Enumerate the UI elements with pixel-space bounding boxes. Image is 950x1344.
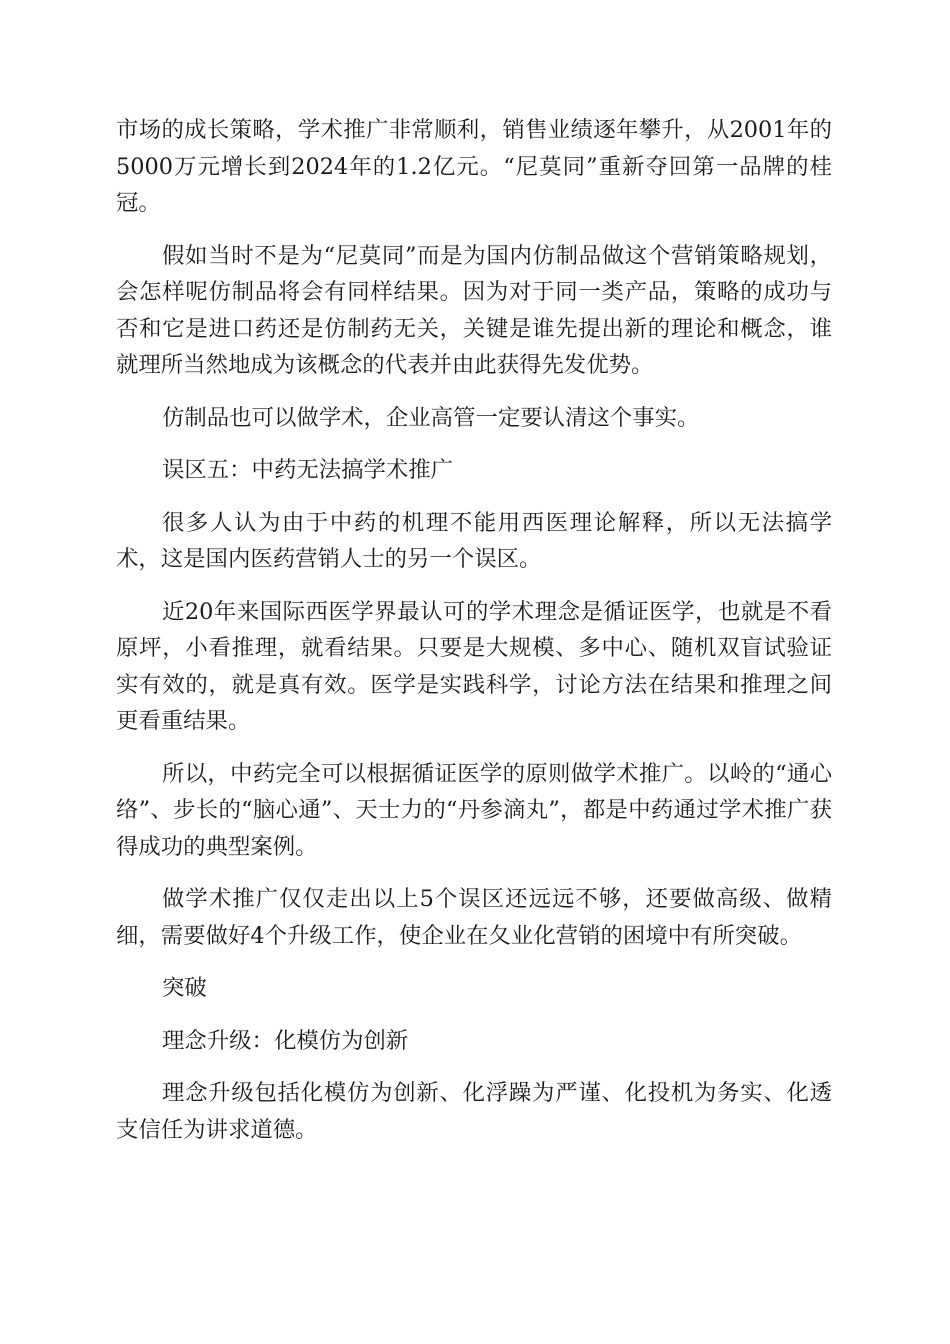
paragraph-concept-upgrade: 理念升级包括化模仿为创新、化浮躁为严谨、化投机为务实、化透支信任为讲求道德。: [116, 1080, 832, 1143]
paragraph-continuation: 市场的成长策略，学术推广非常顺利，销售业绩逐年攀升，从2001年的5000万元增长到2024年的1.2亿元。“尼莫同”重新夺回第一品牌的桂冠。: [116, 117, 832, 216]
paragraph-tcm-myth: 很多人认为由于中药的机理不能用西医理论解释，所以无法搞学术，这是国内医药营销人士的另一个误区。: [116, 509, 832, 572]
paragraph-generic-drug-strategy: 假如当时不是为“尼莫同”而是为国内仿制品做这个营销策略规划，会怎样呢仿制品将会有同样结果。因为对于同一类产品，策略的成功与否和它是进口药还是仿制药无关，关键是谁先提出新的理论和概念，谁就理所当然地成为该概念的代表并由此获得先发优势。: [116, 242, 832, 378]
section-heading-concept-upgrade: 理念升级：化模仿为创新: [162, 1027, 409, 1054]
paragraph-evidence-based-medicine: 近20年来国际西医学界最认可的学术理念是循证医学，也就是不看原坪，小看推理，就看结果。只要是大规模、多中心、随机双盲试验证实有效的，就是真有效。医学是实践科学，讨论方法在结果和推理之间更看重结果。: [116, 598, 832, 734]
document-body: [116, 112, 832, 1164]
section-heading-myth-five: 误区五：中药无法搞学术推广: [162, 457, 454, 483]
paragraph-generic-academic: 仿制品也可以做学术，企业高管一定要认清这个事实。: [162, 404, 700, 431]
section-heading-breakthrough: 突破: [162, 975, 207, 1001]
paragraph-four-upgrades: 做学术推广仅仅走出以上5个误区还远远不够，还要做高级、做精细，需要做好4个升级工作，使企业在夂业化营销的困境中有所突破。: [116, 886, 832, 949]
paragraph-tcm-cases: 所以，中药完全可以根据循证医学的原则做学术推广。以岭的“通心络”、步长的“脑心通”、天士力的“丹参滴丸”，都是中药通过学术推广获得成功的典型案例。: [116, 760, 832, 860]
